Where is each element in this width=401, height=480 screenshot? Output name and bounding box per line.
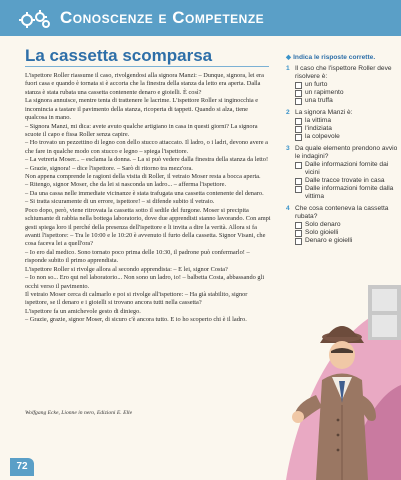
answer-option[interactable]: Denaro e gioielli <box>295 237 398 245</box>
question-number: 1 <box>286 65 290 72</box>
answer-option[interactable]: Dalle tracce trovate in casa <box>295 177 398 185</box>
answer-option[interactable]: Dalle informazioni fornite dai vicini <box>295 161 398 177</box>
question-text: Che cosa conteneva la cassetta rubata? <box>295 205 389 220</box>
checkbox[interactable] <box>295 178 302 185</box>
answer-option[interactable]: la colpevole <box>295 133 398 141</box>
paragraph: – Ritengo, signor Moser, che da lei si nasconda un ladro... – afferma l'ispettore. <box>25 181 227 189</box>
paragraph: – Grazie, grazie, signor Moser, di sicuro c'è ancora tutto. E io ho scoperto chi è il ladro. <box>25 316 247 324</box>
paragraph: L'ispettore fa un amichevole gesto di diniego. <box>25 307 141 315</box>
paragraph: L'ispettore Roller riassume il caso, rivolgendosi alla signora Manzi: – Dunque, signora, lei era fuori casa e quando è tornata si è accorta che la finestra della stanza da letto era aperta. Dalla stanza è stata rubata una cassetta contenente denaro e gioielli. È così? <box>25 72 264 96</box>
quiz-question <box>286 205 398 245</box>
checkbox[interactable] <box>295 90 302 97</box>
question-text: La signora Manzi è: <box>295 109 353 116</box>
quiz-question <box>286 65 398 105</box>
paragraph: Il vetraio Moser cerca di calmarlo e poi si rivolge all'ispettore: – Ha già stabilito, signor ispettore, se il denaro e i gioielli si trovano ancora tutti nella cassetta? <box>25 290 248 307</box>
bullet-icon: ◆ <box>286 54 292 61</box>
checkbox[interactable] <box>295 82 302 89</box>
paragraph: La signora annuisce, mentre tenta di trattenere le lacrime. L'ispettore Roller si inginocchia e incomincia a tastare il pavimento della stanza, ricoperta di tappeti. Quando si alza, tiene qualcosa in mano. <box>25 97 259 122</box>
gears-icon <box>18 8 52 30</box>
paragraph: – Ho trovato un pezzettino di legno con dello stucco attaccato. Il ladro, o i ladri, devono avere a che fare in qualche modo con stucco e legno – spiega l'ispettore. <box>25 139 268 155</box>
quiz-question <box>286 109 398 141</box>
answer-option[interactable]: un furto <box>295 81 398 89</box>
answer-option[interactable]: Solo gioielli <box>295 229 398 237</box>
answer-option[interactable]: un rapimento <box>295 89 398 97</box>
source-credit: Wolfgang Ecke, Lionne in nero, Edizioni E. Elle <box>25 410 133 416</box>
quiz-question <box>286 145 398 201</box>
paragraph: Non appena comprende le ragioni della visita di Roller, il vetraio Moser resta a bocca aperta. <box>25 173 261 181</box>
paragraph: – Da una cassa nelle immediate vicinanze è stata trafugata una cassetta contenente del denaro. <box>25 189 264 197</box>
paragraph: Poco dopo, però, viene ritrovata la cassetta sotto il sedile del furgone. Moser si precipita schiumante di rabbia nella bottega laboratorio, dove due apprendisti stanno lavorando. Con ampi gesti spiega loro il perché della presenza dell'ispettore e li invita a dire la verità. Allora si fa avanti l'ispettore: – Tra le 10:00 e le 10:20 è avvenuto il furto della cassetta. Signor Visani, che cosa faceva lei a quell'ora? <box>25 206 271 248</box>
checkbox[interactable] <box>295 162 302 169</box>
checkbox[interactable] <box>295 126 302 133</box>
answer-option[interactable]: una truffa <box>295 97 398 105</box>
paragraph: – Signora Manzi, mi dica: avete avuto qualche artigiano in casa in questi giorni? La signora scuote il capo e fissa Roller senza capire. <box>25 122 258 138</box>
answer-option[interactable]: Dalle informazioni fornite dalla vittima <box>295 185 398 201</box>
paragraph: – La vetreria Moser... – esclama la donna. – La si può vedere dalla finestra della stanza da letto! <box>25 156 269 164</box>
story-text <box>25 72 271 325</box>
section-header <box>0 0 401 36</box>
paragraph: – Io ero dal medico. Sono tornato poco prima delle 10:30, il padrone può confermarlo! – risponde subito il primo apprendista. <box>25 248 250 265</box>
question-number: 4 <box>286 205 290 212</box>
checkbox[interactable] <box>295 98 302 105</box>
checkbox[interactable] <box>295 134 302 141</box>
paragraph: L'ispettore Roller si rivolge allora al secondo apprendista: – E lei, signor Costa? <box>25 265 228 273</box>
question-number: 3 <box>286 145 290 152</box>
paragraph: – Si tratta sicuramente di un errore, ispettore! – si difende subito il vetraio. <box>25 198 215 206</box>
question-text: Da quale elemento prendono avvio le indagini? <box>295 145 398 160</box>
answer-option[interactable]: la vittima <box>295 117 398 125</box>
detective-illustration <box>276 285 401 480</box>
checkbox[interactable] <box>295 222 302 229</box>
title-divider <box>25 66 269 67</box>
answer-option[interactable]: l'indiziata <box>295 125 398 133</box>
article-title: La cassetta scomparsa <box>25 46 213 65</box>
checkbox[interactable] <box>295 230 302 237</box>
paragraph: – Grazie, signora! – dice l'ispettore. – Sarò di ritorno tra mezz'ora. <box>25 164 193 172</box>
answer-option[interactable]: Solo denaro <box>295 221 398 229</box>
quiz-panel <box>286 53 398 249</box>
checkbox[interactable] <box>295 118 302 125</box>
quiz-instruction: ◆ Indica le risposte corrette. <box>286 54 376 61</box>
section-title: Conoscenze e Competenze <box>60 8 265 27</box>
question-number: 2 <box>286 109 290 116</box>
checkbox[interactable] <box>295 238 302 245</box>
question-text: Il caso che l'ispettore Roller deve risolvere è: <box>295 65 392 80</box>
page-number: 72 <box>10 458 34 476</box>
checkbox[interactable] <box>295 186 302 193</box>
paragraph: – Io non so... Ero qui nel laboratorio... Non sono un ladro, io! – balbetta Costa, abbassando gli occhi verso il pavimento. <box>25 274 265 290</box>
